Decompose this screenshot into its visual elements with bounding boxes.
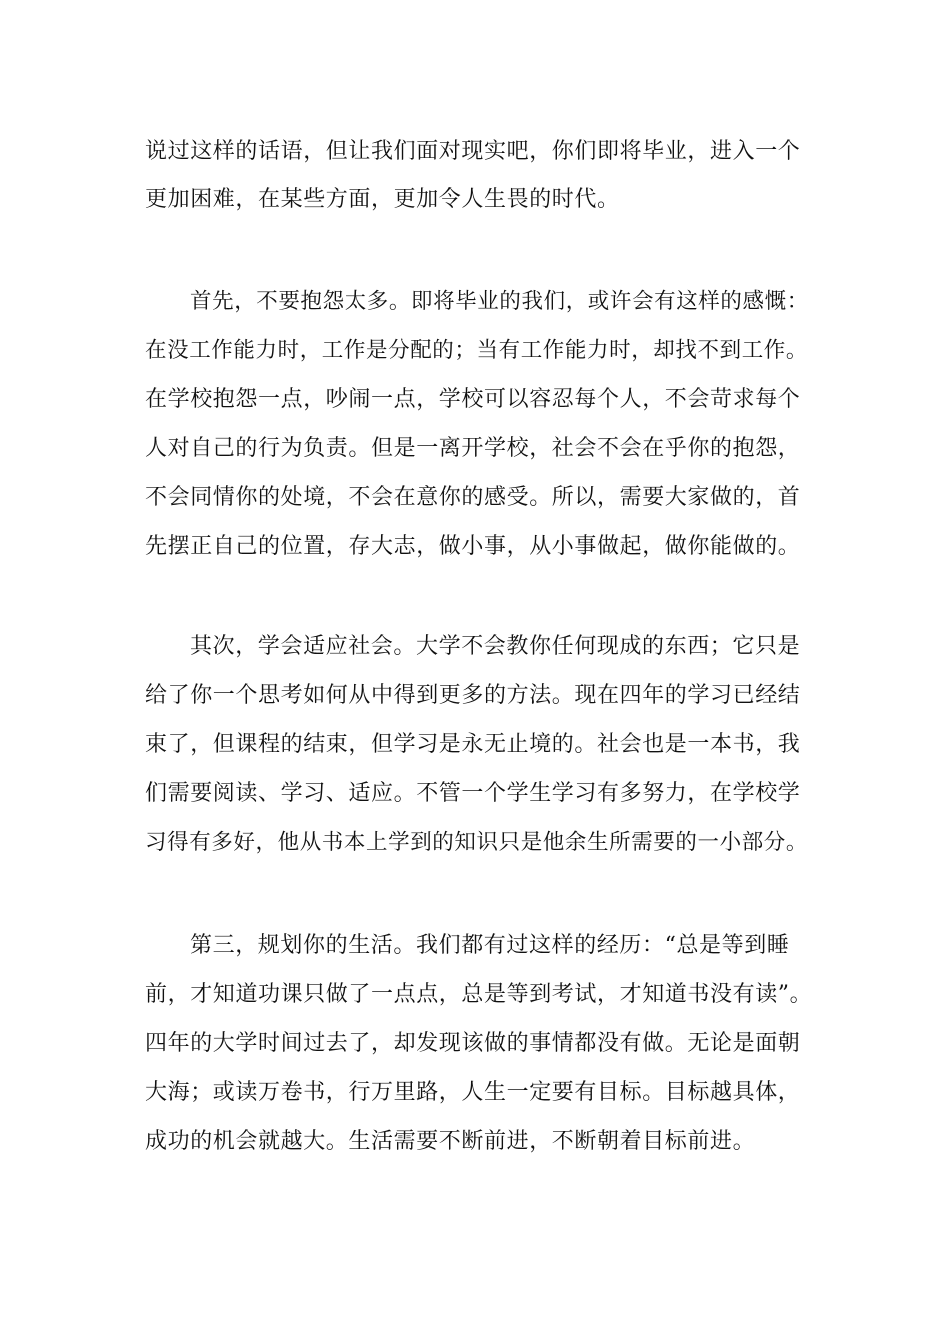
paragraph-4-line-3: 四年的大学时间过去了，却发现该做的事情都没有做。无论是面朝 [145,1031,801,1056]
paragraph-2-line-1: 首先，不要抱怨太多。即将毕业的我们，或许会有这样的感慨： [190,289,809,314]
paragraph-4-line-1: 第三，规划你的生活。我们都有过这样的经历：“总是等到睡 [190,933,790,958]
paragraph-3-line-4: 们需要阅读、学习、适应。不管一个学生学习有多努力，在学校学 [145,781,801,806]
paragraph-2-line-6: 先摆正自己的位置，存大志，做小事，从小事做起，做你能做的。 [145,534,801,559]
paragraph-3-line-1: 其次，学会适应社会。大学不会教你任何现成的东西；它只是 [190,634,801,659]
paragraph-1-line-2: 更加困难，在某些方面，更加令人生畏的时代。 [145,187,620,212]
paragraph-3-line-3: 束了，但课程的结束，但学习是永无止境的。社会也是一本书，我 [145,732,801,757]
paragraph-2-line-4: 人对自己的行为负责。但是一离开学校，社会不会在乎你的抱怨， [145,436,801,461]
paragraph-3-line-5: 习得有多好，他从书本上学到的知识只是他余生所需要的一小部分。 [145,830,809,855]
paragraph-2-line-3: 在学校抱怨一点，吵闹一点，学校可以容忍每个人，不会苛求每个 [145,387,801,412]
paragraph-1-line-1: 说过这样的话语，但让我们面对现实吧，你们即将毕业，进入一个 [145,139,801,164]
paragraph-2-line-5: 不会同情你的处境，不会在意你的感受。所以，需要大家做的，首 [145,485,801,510]
paragraph-4-line-5: 成功的机会就越大。生活需要不断前进，不断朝着目标前进。 [145,1129,756,1154]
paragraph-4-line-2: 前，才知道功课只做了一点点，总是等到考试，才知道书没有读”。 [145,982,813,1007]
paragraph-3-line-2: 给了你一个思考如何从中得到更多的方法。现在四年的学习已经结 [145,683,801,708]
paragraph-2-line-2: 在没工作能力时，工作是分配的；当有工作能力时，却找不到工作。 [145,338,809,363]
paragraph-4-line-4: 大海；或读万卷书，行万里路，人生一定要有目标。目标越具体， [145,1080,801,1105]
